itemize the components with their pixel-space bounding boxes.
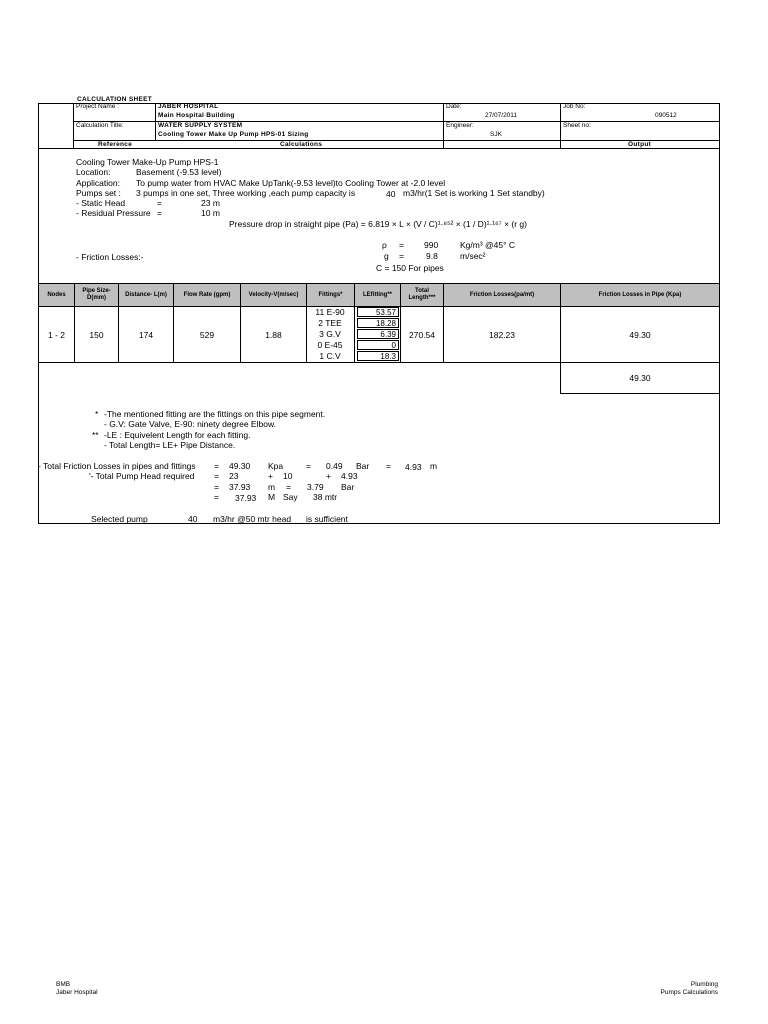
- cell-velocity: 1.88: [240, 306, 307, 363]
- friction-eq2: =: [306, 461, 311, 471]
- static-value: 23 m: [201, 198, 220, 208]
- fitting-label: 11 E-90: [315, 307, 345, 317]
- friction-label: - Friction Losses:-: [76, 252, 144, 262]
- head3-unit: M: [268, 492, 276, 502]
- head1-a: 23: [229, 471, 239, 481]
- residual-value: 10 m: [201, 208, 220, 218]
- static-eq: =: [157, 198, 162, 208]
- fitting-le: 0: [357, 340, 399, 350]
- friction-kpa: 49.30: [229, 461, 251, 471]
- note1-mark: *: [95, 409, 99, 419]
- friction-bar: 0.49: [326, 461, 343, 471]
- cell-pipe-size: 150: [74, 306, 119, 363]
- cell-distance: 174: [118, 306, 174, 363]
- selected-pump-value: 40: [188, 514, 198, 524]
- pumps-tail: m3/hr(1 Set is working 1 Set standby): [403, 188, 545, 198]
- application-label: Application:: [76, 178, 120, 188]
- th-le: LEfitting**: [354, 283, 401, 307]
- head3-mtr: 38 mtr: [313, 492, 338, 502]
- c-text: C = 150 For pipes: [376, 263, 444, 273]
- th-friction-pa: Friction Losses(pa/mt): [443, 283, 561, 307]
- rho-symbol: ρ: [382, 240, 387, 250]
- application-value: To pump water from HVAC Make UpTank(-9.53 level)to Cooling Tower at -2.0 level: [136, 178, 446, 188]
- job-label: Job No:: [563, 103, 586, 110]
- th-total: Total Length***: [400, 283, 444, 307]
- fitting-le: 53.57: [357, 307, 399, 317]
- g-unit: m/sec²: [460, 251, 486, 261]
- head2-eq: =: [214, 482, 219, 492]
- head1-plus: +: [268, 471, 273, 481]
- engineer-label: Engineer:: [446, 122, 474, 129]
- cell-friction-pa: 182.23: [443, 306, 561, 363]
- note1: -The mentioned fitting are the fittings on this pipe segment.: [104, 409, 326, 419]
- fitting-label: 1 C.V: [319, 351, 341, 361]
- project-sub: Main Hospital Building: [158, 112, 235, 119]
- rho-unit: Kg/m³ @45° C: [460, 240, 516, 250]
- head1-plus2: +: [326, 471, 331, 481]
- pressure-formula: Pressure drop in straight pipe (Pa) = 6.819 × L × (V / C)¹·⁸⁵² × (1 / D)¹·¹⁶⁷ × (r g): [229, 219, 527, 229]
- pumps-value: 3 pumps in one set, Three working ,each pump capacity is: [136, 188, 356, 198]
- cell-total-length: 270.54: [400, 306, 444, 363]
- footer-right-1: Plumbing: [690, 981, 718, 988]
- head2-a: 37.93: [229, 482, 251, 492]
- th-friction-kpa: Friction Losses in Pipe (Kpa): [560, 283, 720, 307]
- total-friction-kpa: 49.30: [560, 362, 720, 394]
- th-nodes: Nodes: [38, 283, 75, 307]
- sheet-title: CALCULATION SHEET: [77, 96, 153, 103]
- pumps-label: Pumps set :: [76, 188, 121, 198]
- fitting-label: 0 E-45: [317, 340, 343, 350]
- selected-pump-tail: m3/hr @50 mtr head: [213, 514, 292, 524]
- date-label: Date:: [446, 103, 462, 110]
- friction-eq3: =: [386, 461, 391, 471]
- note1b: - G.V: Gate Valve, E-90: ninety degree Elbow.: [104, 419, 276, 429]
- head1-b: 10: [283, 471, 293, 481]
- head3-a: 37.93: [235, 493, 257, 503]
- project-name: JABER HOSPITAL: [158, 103, 219, 110]
- fitting-le: 6.39: [357, 329, 399, 339]
- friction-m: 4.93: [405, 462, 422, 472]
- head2-eq2: =: [286, 482, 291, 492]
- job-value: 090512: [655, 112, 677, 119]
- friction-eq: =: [214, 461, 219, 471]
- sheet-label: Sheet no:: [563, 122, 591, 129]
- cell-friction-kpa: 49.30: [560, 306, 720, 363]
- cell-nodes: 1 - 2: [38, 306, 75, 363]
- head1-eq: =: [214, 471, 219, 481]
- residual-label: - Residual Pressure: [76, 208, 151, 218]
- head2-bar-unit: Bar: [341, 482, 355, 492]
- head1-c: 4.93: [341, 471, 358, 481]
- selected-pump-label: Selected pump: [91, 514, 148, 524]
- calc-title: WATER SUPPLY SYSTEM: [158, 122, 243, 129]
- project-label: Project Name :: [76, 103, 119, 110]
- friction-kpa-unit: Kpa: [268, 461, 284, 471]
- head3-eq: =: [214, 492, 219, 502]
- static-label: - Static Head: [76, 198, 126, 208]
- friction-bar-unit: Bar: [356, 461, 370, 471]
- pump-head-label: '- Total Pump Head required: [89, 471, 195, 481]
- date-value: 27/07/2011: [485, 112, 518, 119]
- note2-mark: **: [92, 430, 99, 440]
- note2: -LE : Equivelent Length for each fitting.: [104, 430, 251, 440]
- th-pipe-size: Pipe Size-D(mm): [74, 283, 119, 307]
- footer-right-2: Pumps Calculations: [660, 989, 718, 996]
- th-fittings: Fittings*: [306, 283, 355, 307]
- g-symbol: g: [384, 251, 389, 261]
- g-eq: =: [399, 251, 404, 261]
- calc-sub: Cooling Tower Make Up Pump HPS-01 Sizing: [158, 131, 309, 138]
- calc-title-label: Calculation Title:: [76, 122, 124, 129]
- rho-value: 990: [424, 240, 439, 250]
- note2b: - Total Length= LE+ Pipe Distance.: [104, 440, 236, 450]
- th-velocity: Velocity-V(m/sec): [240, 283, 307, 307]
- col-output: Output: [628, 141, 652, 148]
- fitting-label: 2 TEE: [318, 318, 342, 328]
- intro-title: Cooling Tower Make-Up Pump HPS-1: [76, 157, 219, 167]
- selected-pump-result: is sufficient: [306, 514, 348, 524]
- location-label: Location:: [76, 167, 111, 177]
- pumps-capacity: 40: [386, 189, 396, 199]
- col-reference: Reference: [98, 141, 133, 148]
- col-calculations: Calculations: [280, 141, 323, 148]
- th-distance: Distance- L(m): [118, 283, 174, 307]
- rho-eq: =: [399, 240, 404, 250]
- th-flow: Flow Rate (gpm): [173, 283, 241, 307]
- head2-bar: 3.79: [307, 482, 324, 492]
- g-value: 9.8: [426, 251, 438, 261]
- friction-m-unit: m: [430, 461, 438, 471]
- fitting-le: 18.28: [357, 318, 399, 328]
- cell-flow: 529: [173, 306, 241, 363]
- head2-unit: m: [268, 482, 276, 492]
- location-value: Basement (-9.53 level): [136, 167, 222, 177]
- footer-left-2: Jaber Hospital: [56, 989, 98, 996]
- footer-left-1: BMB: [56, 981, 71, 988]
- total-friction-label: - Total Friction Losses in pipes and fittings: [38, 461, 196, 471]
- engineer-value: SJK: [490, 131, 502, 138]
- residual-eq: =: [157, 208, 162, 218]
- head3-say: Say: [283, 492, 298, 502]
- fitting-label: 3 G.V: [319, 329, 341, 339]
- fitting-le: 18.3: [357, 351, 399, 361]
